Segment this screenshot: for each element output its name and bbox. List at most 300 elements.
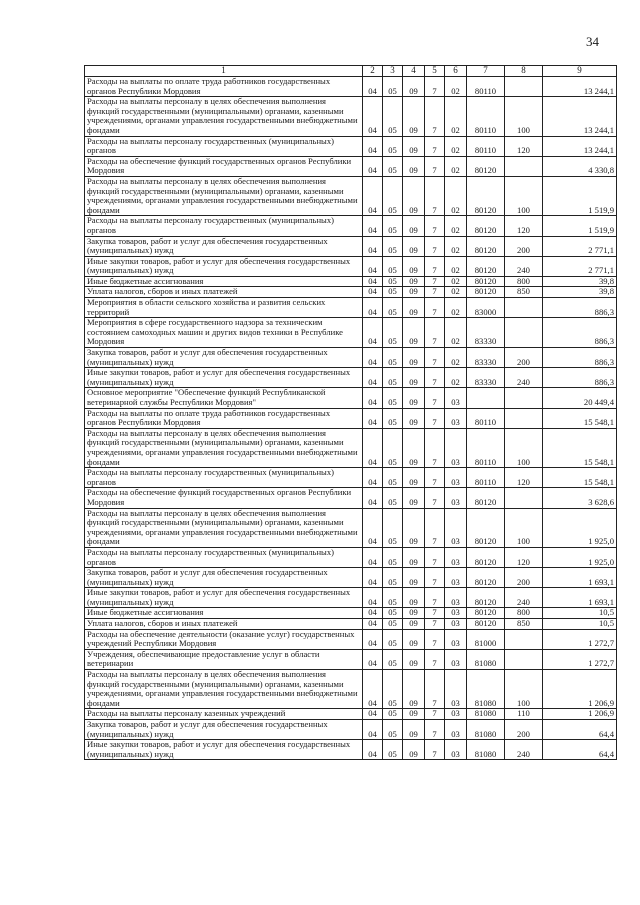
- row-code-5: 7: [425, 649, 445, 669]
- row-code-6: 02: [445, 287, 467, 298]
- row-amount: 886,3: [543, 368, 617, 388]
- row-code-5: 7: [425, 428, 445, 467]
- row-code-6: 03: [445, 649, 467, 669]
- table-row: [85, 508, 617, 547]
- table-row: [85, 629, 617, 649]
- row-code-5: 7: [425, 156, 445, 176]
- row-code-3: 05: [383, 740, 403, 760]
- row-code-5: 7: [425, 236, 445, 256]
- row-name: Уплата налогов, сборов и иных платежей: [85, 287, 363, 298]
- row-code-6: 03: [445, 468, 467, 488]
- row-name: Расходы на обеспечение деятельности (оказание услуг) государственных учреждений Республики Мордовия: [85, 629, 363, 649]
- table-row: [85, 318, 617, 348]
- row-code-3: 05: [383, 588, 403, 608]
- row-code-3: 05: [383, 649, 403, 669]
- row-code-6: 02: [445, 256, 467, 276]
- row-code-4: 09: [403, 649, 425, 669]
- row-code-7: 81080: [467, 649, 505, 669]
- row-code-4: 09: [403, 608, 425, 619]
- row-code-4: 09: [403, 156, 425, 176]
- row-code-3: 05: [383, 388, 403, 408]
- row-code-6: 02: [445, 276, 467, 287]
- row-name: Учреждения, обеспечивающие предоставление услуг в области ветеринарии: [85, 649, 363, 669]
- row-code-5: 7: [425, 720, 445, 740]
- row-code-8: 100: [505, 670, 543, 709]
- row-code-8: [505, 408, 543, 428]
- row-name: Закупка товаров, работ и услуг для обеспечения государственных (муниципальных) нужд: [85, 568, 363, 588]
- row-code-8: 110: [505, 709, 543, 720]
- row-code-3: 05: [383, 136, 403, 156]
- row-code-8: 850: [505, 619, 543, 630]
- row-code-5: 7: [425, 740, 445, 760]
- row-code-2: 04: [363, 709, 383, 720]
- row-code-8: 800: [505, 608, 543, 619]
- row-amount: 1 206,9: [543, 709, 617, 720]
- table-row: [85, 649, 617, 669]
- table-row: [85, 236, 617, 256]
- row-code-3: 05: [383, 608, 403, 619]
- table-row: [85, 176, 617, 215]
- row-code-3: 05: [383, 619, 403, 630]
- row-code-7: 80110: [467, 428, 505, 467]
- row-code-3: 05: [383, 236, 403, 256]
- row-code-7: 80120: [467, 256, 505, 276]
- row-code-8: 800: [505, 276, 543, 287]
- row-code-6: 03: [445, 388, 467, 408]
- row-code-4: 09: [403, 318, 425, 348]
- row-code-2: 04: [363, 720, 383, 740]
- row-code-3: 05: [383, 408, 403, 428]
- row-code-7: 81080: [467, 720, 505, 740]
- header-col-8: 8: [505, 66, 543, 77]
- row-amount: 886,3: [543, 318, 617, 348]
- row-amount: 886,3: [543, 298, 617, 318]
- row-code-2: 04: [363, 547, 383, 567]
- row-code-6: 03: [445, 408, 467, 428]
- row-code-4: 09: [403, 176, 425, 215]
- row-code-5: 7: [425, 608, 445, 619]
- row-amount: 20 449,4: [543, 388, 617, 408]
- row-code-7: 83330: [467, 348, 505, 368]
- row-code-2: 04: [363, 508, 383, 547]
- row-code-3: 05: [383, 568, 403, 588]
- row-code-3: 05: [383, 256, 403, 276]
- row-code-6: 02: [445, 156, 467, 176]
- row-code-8: 240: [505, 256, 543, 276]
- row-code-4: 09: [403, 740, 425, 760]
- row-code-3: 05: [383, 720, 403, 740]
- table-row: [85, 388, 617, 408]
- row-code-6: 02: [445, 176, 467, 215]
- row-code-7: 80110: [467, 97, 505, 136]
- row-code-4: 09: [403, 97, 425, 136]
- row-code-4: 09: [403, 276, 425, 287]
- row-code-4: 09: [403, 629, 425, 649]
- row-amount: 15 548,1: [543, 468, 617, 488]
- row-name: Расходы на выплаты по оплате труда работников государственных органов Республики Мордовия: [85, 408, 363, 428]
- row-name: Уплата налогов, сборов и иных платежей: [85, 619, 363, 630]
- row-code-6: 02: [445, 318, 467, 348]
- row-code-7: 81080: [467, 670, 505, 709]
- row-code-6: 03: [445, 568, 467, 588]
- row-code-8: 120: [505, 468, 543, 488]
- row-code-7: 83330: [467, 318, 505, 348]
- row-code-5: 7: [425, 368, 445, 388]
- row-code-6: 02: [445, 77, 467, 97]
- row-code-6: 02: [445, 368, 467, 388]
- row-code-5: 7: [425, 287, 445, 298]
- table-row: [85, 256, 617, 276]
- row-code-7: 80110: [467, 408, 505, 428]
- row-code-7: 80120: [467, 176, 505, 215]
- row-code-5: 7: [425, 136, 445, 156]
- row-code-4: 09: [403, 619, 425, 630]
- row-code-3: 05: [383, 97, 403, 136]
- row-code-2: 04: [363, 588, 383, 608]
- row-name: Расходы на выплаты персоналу в целях обеспечения выполнения функций государственными (муниципальными) органами, казенными учреждениями, органами управления государственными внебюджетными фондами: [85, 97, 363, 136]
- row-code-3: 05: [383, 488, 403, 508]
- row-code-4: 09: [403, 287, 425, 298]
- row-code-3: 05: [383, 709, 403, 720]
- row-code-5: 7: [425, 619, 445, 630]
- row-code-8: [505, 298, 543, 318]
- row-code-5: 7: [425, 629, 445, 649]
- row-code-6: 02: [445, 216, 467, 236]
- row-code-6: 03: [445, 709, 467, 720]
- table-row: [85, 368, 617, 388]
- row-amount: 2 771,1: [543, 236, 617, 256]
- page-number: 34: [586, 34, 599, 49]
- row-code-2: 04: [363, 77, 383, 97]
- row-amount: 1 519,9: [543, 176, 617, 215]
- row-code-5: 7: [425, 488, 445, 508]
- row-code-7: 80120: [467, 508, 505, 547]
- row-code-8: 100: [505, 428, 543, 467]
- row-code-7: 80110: [467, 136, 505, 156]
- row-code-8: [505, 156, 543, 176]
- row-code-8: 120: [505, 136, 543, 156]
- row-code-5: 7: [425, 408, 445, 428]
- row-amount: 13 244,1: [543, 97, 617, 136]
- row-name: Расходы на выплаты персоналу государственных (муниципальных) органов: [85, 216, 363, 236]
- row-code-4: 09: [403, 568, 425, 588]
- row-code-7: 80120: [467, 608, 505, 619]
- table-row: [85, 276, 617, 287]
- row-code-7: 83330: [467, 368, 505, 388]
- table-row: [85, 468, 617, 488]
- row-code-5: 7: [425, 508, 445, 547]
- row-code-2: 04: [363, 568, 383, 588]
- row-code-3: 05: [383, 318, 403, 348]
- row-code-6: 03: [445, 508, 467, 547]
- table-row: [85, 547, 617, 567]
- row-code-6: 03: [445, 588, 467, 608]
- row-code-5: 7: [425, 588, 445, 608]
- row-code-5: 7: [425, 256, 445, 276]
- row-name: Расходы на выплаты персоналу в целях обеспечения выполнения функций государственными (муниципальными) органами, казенными учреждениями, органами управления государственными внебюджетными фондами: [85, 670, 363, 709]
- row-code-4: 09: [403, 298, 425, 318]
- row-name: Расходы на обеспечение функций государственных органов Республики Мордовия: [85, 156, 363, 176]
- row-code-5: 7: [425, 216, 445, 236]
- row-code-5: 7: [425, 176, 445, 215]
- row-code-5: 7: [425, 709, 445, 720]
- row-name: Расходы на обеспечение функций государственных органов Республики Мордовия: [85, 488, 363, 508]
- row-code-3: 05: [383, 670, 403, 709]
- row-code-7: 80120: [467, 547, 505, 567]
- table-row: [85, 740, 617, 760]
- row-code-7: 80120: [467, 236, 505, 256]
- row-code-4: 09: [403, 547, 425, 567]
- row-code-8: [505, 629, 543, 649]
- row-code-3: 05: [383, 176, 403, 215]
- row-code-5: 7: [425, 388, 445, 408]
- row-code-8: 240: [505, 588, 543, 608]
- row-code-2: 04: [363, 287, 383, 298]
- row-code-3: 05: [383, 156, 403, 176]
- row-code-6: 03: [445, 629, 467, 649]
- row-code-8: 200: [505, 720, 543, 740]
- table-row: [85, 287, 617, 298]
- row-code-6: 03: [445, 740, 467, 760]
- row-name: Иные закупки товаров, работ и услуг для обеспечения государственных (муниципальных) нужд: [85, 588, 363, 608]
- row-amount: 1 272,7: [543, 649, 617, 669]
- row-amount: 1 925,0: [543, 547, 617, 567]
- row-amount: 64,4: [543, 720, 617, 740]
- row-name: Мероприятия в области сельского хозяйства и развития сельских территорий: [85, 298, 363, 318]
- row-name: Закупка товаров, работ и услуг для обеспечения государственных (муниципальных) нужд: [85, 720, 363, 740]
- row-amount: 13 244,1: [543, 136, 617, 156]
- row-code-2: 04: [363, 176, 383, 215]
- table-row: [85, 709, 617, 720]
- row-amount: 1 519,9: [543, 216, 617, 236]
- row-code-3: 05: [383, 77, 403, 97]
- row-code-6: 02: [445, 97, 467, 136]
- row-code-8: 200: [505, 348, 543, 368]
- row-name: Иные закупки товаров, работ и услуг для обеспечения государственных (муниципальных) нужд: [85, 368, 363, 388]
- row-code-7: 80120: [467, 156, 505, 176]
- row-name: Закупка товаров, работ и услуг для обеспечения государственных (муниципальных) нужд: [85, 348, 363, 368]
- row-code-4: 09: [403, 670, 425, 709]
- row-code-3: 05: [383, 298, 403, 318]
- row-code-8: 240: [505, 368, 543, 388]
- table-row: [85, 348, 617, 368]
- row-code-7: 80120: [467, 588, 505, 608]
- row-code-8: 200: [505, 236, 543, 256]
- row-code-5: 7: [425, 670, 445, 709]
- row-code-2: 04: [363, 298, 383, 318]
- row-code-3: 05: [383, 547, 403, 567]
- row-amount: 64,4: [543, 740, 617, 760]
- row-code-2: 04: [363, 236, 383, 256]
- row-code-2: 04: [363, 136, 383, 156]
- row-code-6: 03: [445, 488, 467, 508]
- row-code-8: 240: [505, 740, 543, 760]
- row-amount: 1 272,7: [543, 629, 617, 649]
- header-col-6: 6: [445, 66, 467, 77]
- table-body: [85, 77, 617, 760]
- row-code-2: 04: [363, 408, 383, 428]
- table-row: [85, 216, 617, 236]
- table-row: [85, 608, 617, 619]
- row-code-6: 03: [445, 720, 467, 740]
- row-code-7: 80120: [467, 216, 505, 236]
- row-code-5: 7: [425, 568, 445, 588]
- table-row: [85, 619, 617, 630]
- row-amount: 10,5: [543, 619, 617, 630]
- row-code-7: [467, 388, 505, 408]
- row-name: Расходы на выплаты персоналу казенных учреждений: [85, 709, 363, 720]
- row-code-8: 100: [505, 97, 543, 136]
- row-code-4: 09: [403, 348, 425, 368]
- row-code-6: 03: [445, 547, 467, 567]
- row-code-6: 03: [445, 608, 467, 619]
- row-code-4: 09: [403, 77, 425, 97]
- row-name: Иные бюджетные ассигнования: [85, 276, 363, 287]
- row-code-4: 09: [403, 236, 425, 256]
- row-code-7: 80120: [467, 276, 505, 287]
- row-code-3: 05: [383, 428, 403, 467]
- row-code-8: 120: [505, 216, 543, 236]
- table-row: [85, 488, 617, 508]
- row-code-8: 850: [505, 287, 543, 298]
- row-code-4: 09: [403, 216, 425, 236]
- row-code-6: 02: [445, 236, 467, 256]
- row-code-5: 7: [425, 276, 445, 287]
- row-code-8: [505, 318, 543, 348]
- row-code-2: 04: [363, 348, 383, 368]
- row-code-7: 81080: [467, 709, 505, 720]
- row-amount: 886,3: [543, 348, 617, 368]
- row-code-5: 7: [425, 348, 445, 368]
- table-row: [85, 408, 617, 428]
- row-code-2: 04: [363, 468, 383, 488]
- row-code-4: 09: [403, 368, 425, 388]
- header-col-2: 2: [363, 66, 383, 77]
- row-code-2: 04: [363, 276, 383, 287]
- row-name: Мероприятия в сфере государственного надзора за техническим состоянием самоходных машин и других видов техники в Республике Мордовия: [85, 318, 363, 348]
- row-amount: 10,5: [543, 608, 617, 619]
- row-code-2: 04: [363, 740, 383, 760]
- row-code-4: 09: [403, 136, 425, 156]
- row-amount: 1 206,9: [543, 670, 617, 709]
- row-name: Расходы на выплаты персоналу в целях обеспечения выполнения функций государственными (муниципальными) органами, казенными учреждениями, органами управления государственными внебюджетными фондами: [85, 508, 363, 547]
- row-code-5: 7: [425, 547, 445, 567]
- row-code-8: [505, 77, 543, 97]
- row-code-4: 09: [403, 488, 425, 508]
- row-code-2: 04: [363, 216, 383, 236]
- row-name: Расходы на выплаты персоналу в целях обеспечения выполнения функций государственными (муниципальными) органами, казенными учреждениями, органами управления государственными внебюджетными фондами: [85, 176, 363, 215]
- row-code-3: 05: [383, 368, 403, 388]
- row-code-3: 05: [383, 508, 403, 547]
- row-name: Иные закупки товаров, работ и услуг для обеспечения государственных (муниципальных) нужд: [85, 740, 363, 760]
- row-amount: 2 771,1: [543, 256, 617, 276]
- row-code-3: 05: [383, 276, 403, 287]
- row-code-7: 83000: [467, 298, 505, 318]
- table-row: [85, 77, 617, 97]
- header-col-4: 4: [403, 66, 425, 77]
- row-code-4: 09: [403, 408, 425, 428]
- row-code-7: 81000: [467, 629, 505, 649]
- row-code-2: 04: [363, 318, 383, 348]
- table-header-row: [85, 66, 617, 77]
- header-col-9: 9: [543, 66, 617, 77]
- row-code-8: 200: [505, 568, 543, 588]
- row-code-3: 05: [383, 287, 403, 298]
- row-code-8: 120: [505, 547, 543, 567]
- row-code-2: 04: [363, 670, 383, 709]
- row-code-7: 80120: [467, 619, 505, 630]
- table-row: [85, 588, 617, 608]
- row-code-4: 09: [403, 256, 425, 276]
- row-code-2: 04: [363, 629, 383, 649]
- row-code-6: 03: [445, 670, 467, 709]
- row-amount: 13 244,1: [543, 77, 617, 97]
- row-code-8: [505, 488, 543, 508]
- row-code-5: 7: [425, 77, 445, 97]
- row-code-4: 09: [403, 720, 425, 740]
- row-code-2: 04: [363, 156, 383, 176]
- budget-table: [84, 65, 617, 760]
- row-code-2: 04: [363, 608, 383, 619]
- table-row: [85, 97, 617, 136]
- row-code-3: 05: [383, 468, 403, 488]
- row-code-4: 09: [403, 508, 425, 547]
- row-code-6: 02: [445, 348, 467, 368]
- row-code-8: 100: [505, 176, 543, 215]
- row-code-5: 7: [425, 298, 445, 318]
- table-row: [85, 156, 617, 176]
- row-code-2: 04: [363, 428, 383, 467]
- row-code-7: 80120: [467, 488, 505, 508]
- row-name: Иные бюджетные ассигнования: [85, 608, 363, 619]
- row-code-5: 7: [425, 318, 445, 348]
- row-name: Расходы на выплаты по оплате труда работников государственных органов Республики Мордовия: [85, 77, 363, 97]
- row-amount: 3 628,6: [543, 488, 617, 508]
- row-code-8: [505, 388, 543, 408]
- row-code-4: 09: [403, 428, 425, 467]
- header-col-3: 3: [383, 66, 403, 77]
- row-code-7: 80120: [467, 568, 505, 588]
- row-name: Иные закупки товаров, работ и услуг для обеспечения государственных (муниципальных) нужд: [85, 256, 363, 276]
- row-code-6: 02: [445, 298, 467, 318]
- row-code-5: 7: [425, 468, 445, 488]
- row-code-4: 09: [403, 388, 425, 408]
- row-code-2: 04: [363, 649, 383, 669]
- header-col-1: 1: [85, 66, 363, 77]
- row-code-6: 02: [445, 136, 467, 156]
- row-code-4: 09: [403, 709, 425, 720]
- table-row: [85, 428, 617, 467]
- row-code-8: [505, 649, 543, 669]
- row-amount: 15 548,1: [543, 408, 617, 428]
- row-code-4: 09: [403, 468, 425, 488]
- row-amount: 1 693,1: [543, 568, 617, 588]
- row-code-2: 04: [363, 97, 383, 136]
- row-code-2: 04: [363, 256, 383, 276]
- table-row: [85, 136, 617, 156]
- row-amount: 4 330,8: [543, 156, 617, 176]
- row-code-8: 100: [505, 508, 543, 547]
- table-row: [85, 670, 617, 709]
- row-code-7: 80120: [467, 287, 505, 298]
- row-code-2: 04: [363, 488, 383, 508]
- table-row: [85, 298, 617, 318]
- row-code-3: 05: [383, 348, 403, 368]
- row-amount: 39,8: [543, 287, 617, 298]
- row-code-2: 04: [363, 388, 383, 408]
- table-row: [85, 720, 617, 740]
- row-code-3: 05: [383, 216, 403, 236]
